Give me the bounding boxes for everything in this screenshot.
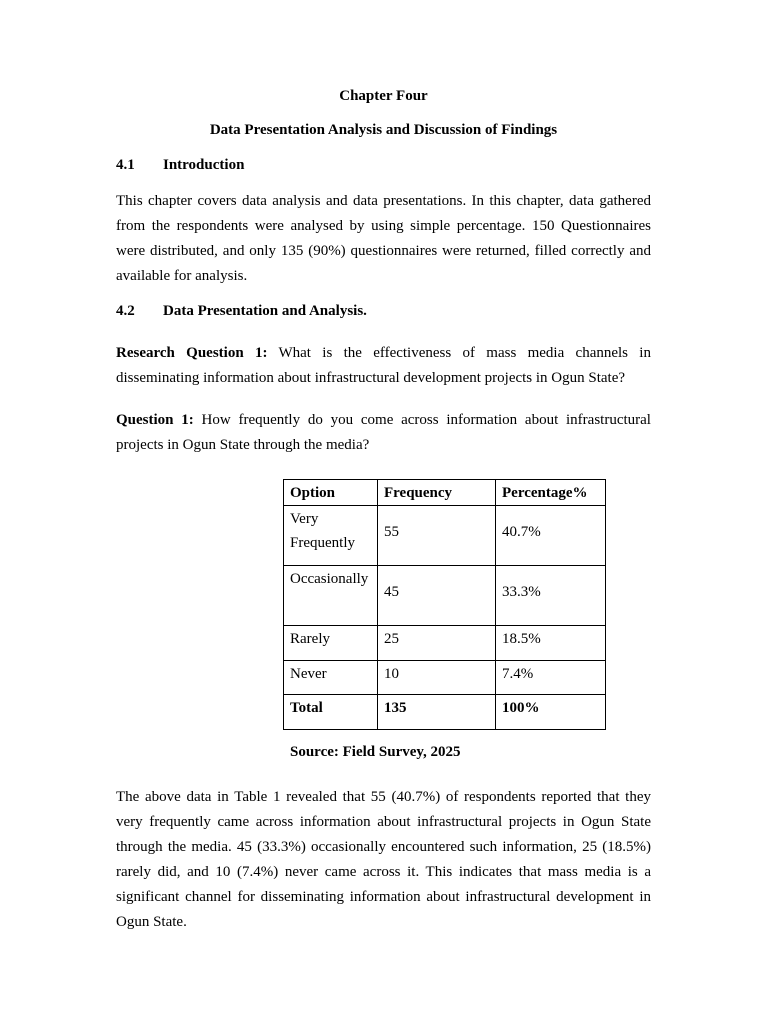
section-title: Introduction xyxy=(163,157,245,173)
header-option: Option xyxy=(284,480,378,506)
section-number: 4.1 xyxy=(116,157,135,173)
cell-option: Never xyxy=(284,661,378,695)
introduction-paragraph: This chapter covers data analysis and data presentations. In this chapter, data gathered from the respondents were analysed by using simple percentage. 150 Questionnaires were distributed, and only 135 (90%) questionnaires were returned, filled correctly and available for analysis. xyxy=(116,193,651,284)
table-source: Source: Field Survey, 2025 xyxy=(290,744,461,760)
cell-frequency: 45 xyxy=(378,566,496,626)
research-question-label: Research Question 1: xyxy=(116,345,268,361)
cell-percentage: 33.3% xyxy=(496,566,606,626)
cell-percentage: 7.4% xyxy=(496,661,606,695)
cell-total-frequency: 135 xyxy=(378,695,496,730)
section-title: Data Presentation and Analysis. xyxy=(163,303,367,319)
cell-option: Rarely xyxy=(284,626,378,661)
cell-option: Very Frequently xyxy=(284,506,378,566)
chapter-title: Chapter Four xyxy=(339,88,428,104)
table-header-row xyxy=(284,480,606,506)
section-heading-4-2 xyxy=(116,303,367,320)
cell-percentage: 40.7% xyxy=(496,506,606,566)
cell-percentage: 18.5% xyxy=(496,626,606,661)
cell-total-label: Total xyxy=(284,695,378,730)
cell-frequency: 10 xyxy=(378,661,496,695)
cell-frequency: 55 xyxy=(378,506,496,566)
table-row xyxy=(284,626,606,661)
frequency-table xyxy=(283,479,606,730)
question-text: How frequently do you come across information about infrastructural projects in Ogun State through the media? xyxy=(116,412,651,453)
table-row xyxy=(284,506,606,566)
section-number: 4.2 xyxy=(116,303,135,319)
header-frequency: Frequency xyxy=(378,480,496,506)
section-heading-4-1 xyxy=(116,157,244,174)
question-1 xyxy=(116,408,651,458)
discussion-paragraph: The above data in Table 1 revealed that 55 (40.7%) of respondents reported that they very frequently came across information about infrastructural projects in Ogun State through the media. 45 (33.3%) occasionally encountered such information, 25 (18.5%) rarely did, and 10 (7.4%) never came across it. This indicates that mass media is a significant channel for disseminating information about infrastructural development in Ogun State. xyxy=(116,789,651,930)
table-total-row xyxy=(284,695,606,730)
cell-frequency: 25 xyxy=(378,626,496,661)
cell-option: Occasionally xyxy=(284,566,378,626)
header-percentage: Percentage% xyxy=(496,480,606,506)
table-row xyxy=(284,566,606,626)
cell-total-percentage: 100% xyxy=(496,695,606,730)
chapter-subtitle: Data Presentation Analysis and Discussion of Findings xyxy=(209,122,558,138)
question-label: Question 1: xyxy=(116,412,194,428)
research-question xyxy=(116,341,651,391)
table-row xyxy=(284,661,606,695)
research-question-text: What is the effectiveness of mass media channels in disseminating information about infrastructural development projects in Ogun State? xyxy=(116,345,651,386)
